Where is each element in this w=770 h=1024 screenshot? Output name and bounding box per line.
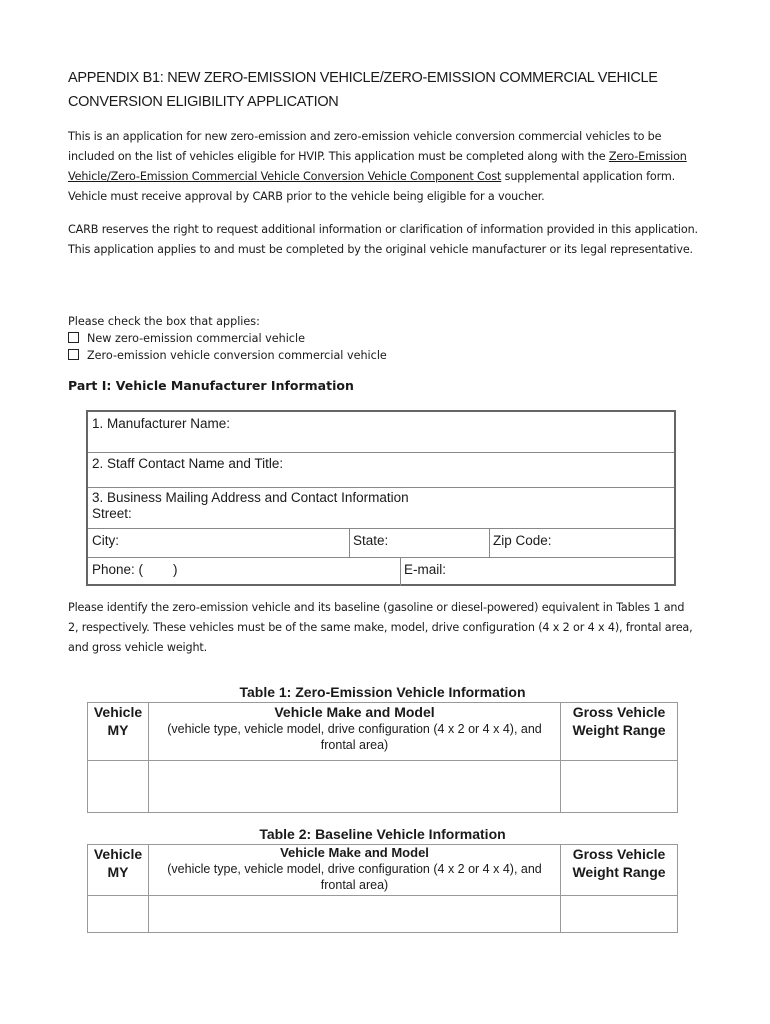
check-option-label: Zero-emission vehicle conversion commercial vehicle xyxy=(87,349,387,362)
table-row xyxy=(88,761,678,813)
table-row xyxy=(88,896,678,933)
form-divider xyxy=(88,452,674,453)
street-field[interactable]: Street: xyxy=(92,506,132,521)
intro-text-2: supplemental application form. Vehicle must receive approval by CARB prior to the vehicle being eligible for a voucher. xyxy=(68,170,675,203)
make-model-header xyxy=(149,845,561,896)
header-sublabel: (vehicle type, vehicle model, drive configuration (4 x 2 or 4 x 4), and frontal area) xyxy=(167,862,542,892)
manufacturer-name-field[interactable]: 1. Manufacturer Name: xyxy=(92,416,231,431)
table-1-caption: Table 1: Zero-Emission Vehicle Information xyxy=(239,684,526,700)
manufacturer-info-form xyxy=(86,410,676,586)
make-model-cell[interactable] xyxy=(149,896,561,933)
make-model-header xyxy=(149,703,561,761)
vehicle-my-header xyxy=(88,703,149,761)
header-label: Vehicle xyxy=(93,704,143,720)
identify-note: Please identify the zero-emission vehicle and its baseline (gasoline or diesel-powered) equivalent in Tables 1 and 2, respectively. These vehicles must be of the same make, model, drive configuration (4 x 2 or 4 x 4), frontal area, and gross vehicle weight. xyxy=(68,601,693,654)
zip-field[interactable]: Zip Code: xyxy=(493,533,552,548)
table-header-row xyxy=(88,845,678,896)
form-divider xyxy=(349,528,350,557)
table-2-caption: Table 2: Baseline Vehicle Information xyxy=(259,826,506,842)
baseline-vehicle-table xyxy=(87,844,678,933)
check-prompt: Please check the box that applies: xyxy=(68,315,260,328)
address-heading: 3. Business Mailing Address and Contact Information xyxy=(92,490,409,505)
vehicle-my-cell[interactable] xyxy=(88,896,149,933)
staff-contact-field[interactable]: 2. Staff Contact Name and Title: xyxy=(92,456,284,471)
check-option-new-zev[interactable] xyxy=(68,330,305,347)
form-divider xyxy=(88,528,674,529)
check-option-label: New zero-emission commercial vehicle xyxy=(87,332,305,345)
header-label: Vehicle xyxy=(93,846,143,862)
intro-text-1: This is an application for new zero-emission and zero-emission vehicle conversion commercial vehicles to be included on the list of vehicles eligible for HVIP. This application must be completed along with the xyxy=(68,130,662,163)
checkbox-new-zev[interactable] xyxy=(68,332,79,343)
gvw-range-header xyxy=(561,845,678,896)
email-field[interactable]: E-mail: xyxy=(404,562,447,577)
header-label: Gross Vehicle xyxy=(572,704,666,720)
intro-paragraph xyxy=(68,127,698,207)
form-divider xyxy=(88,557,674,558)
form-divider xyxy=(400,557,401,586)
page-title: APPENDIX B1: NEW ZERO-EMISSION VEHICLE/ZERO-EMISSION COMMERCIAL VEHICLE CONVERSION ELIGIBILITY APPLICATION xyxy=(68,70,658,110)
table-header-row xyxy=(88,703,678,761)
header-label: Vehicle Make and Model xyxy=(274,704,435,720)
zev-info-table xyxy=(87,702,678,813)
phone-field[interactable]: Phone: ( ) xyxy=(92,562,178,577)
header-label: MY xyxy=(107,722,129,738)
vehicle-my-header xyxy=(88,845,149,896)
header-label: Vehicle Make and Model xyxy=(280,845,429,860)
city-field[interactable]: City: xyxy=(92,533,119,548)
gvw-range-cell[interactable] xyxy=(561,896,678,933)
state-field[interactable]: State: xyxy=(353,533,389,548)
header-label: Weight Range xyxy=(572,722,666,738)
check-option-conversion[interactable] xyxy=(68,347,387,364)
component-cost-form-link[interactable]: Zero-Emission Vehicle/Zero-Emission Commercial Vehicle Conversion Vehicle Component Cost xyxy=(68,150,687,183)
form-divider xyxy=(489,528,490,557)
vehicle-my-cell[interactable] xyxy=(88,761,149,813)
gvw-range-cell[interactable] xyxy=(561,761,678,813)
header-label: MY xyxy=(107,864,129,880)
header-label: Weight Range xyxy=(572,864,666,880)
form-divider xyxy=(88,487,674,488)
carb-note: CARB reserves the right to request additional information or clarification of information provided in this application. This application applies to and must be completed by the original vehicle manufacturer or its legal representative. xyxy=(68,223,698,256)
header-sublabel: (vehicle type, vehicle model, drive configuration (4 x 2 or 4 x 4), and frontal area) xyxy=(167,722,542,752)
gvw-range-header xyxy=(561,703,678,761)
part-1-heading: Part I: Vehicle Manufacturer Information xyxy=(68,378,354,393)
header-label: Gross Vehicle xyxy=(572,846,666,862)
make-model-cell[interactable] xyxy=(149,761,561,813)
checkbox-conversion[interactable] xyxy=(68,349,79,360)
